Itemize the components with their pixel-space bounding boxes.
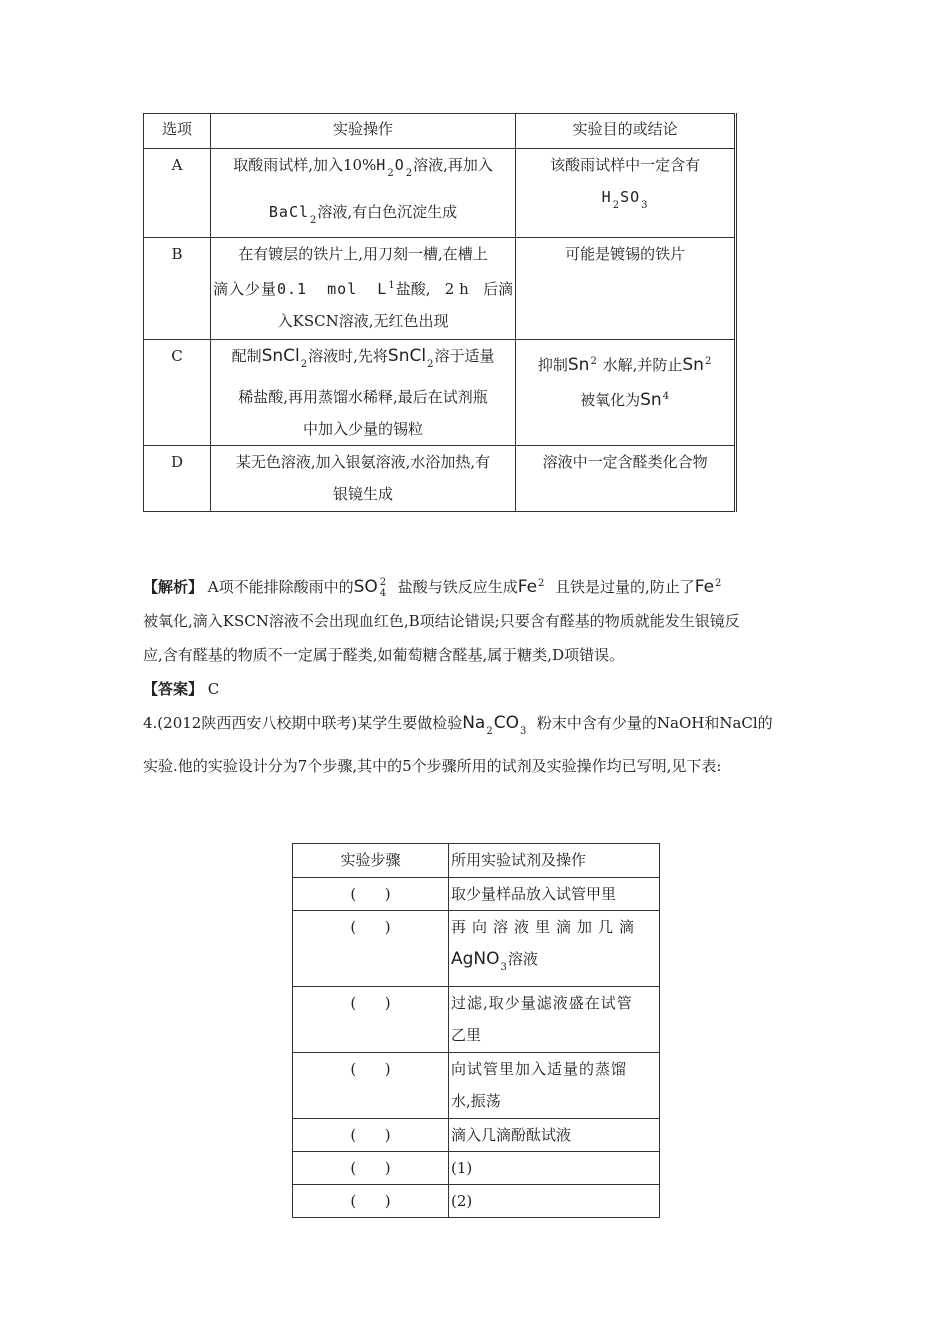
formula: CO [493,713,519,733]
operation-line: 再向溶液里滴加几滴 [451,918,641,936]
step-blank: ( ) [293,1053,449,1119]
subscript: 2 [486,726,493,737]
question-line: 实验.他的实验设计分为7个步骤,其中的5个步骤所用的试剂及实验操作均已写明,见下表: [143,757,722,775]
answer-label: 【答案】 [143,680,204,698]
superscript: 4 [662,391,670,402]
question-line [143,706,813,749]
step-blank: ( ) [293,878,449,911]
formula: AgNO [451,949,500,969]
operation-line: 银镜生成 [333,485,394,503]
operation-line: 入KSCN溶液,无红色出现 [277,312,449,330]
subscript: 2 [405,168,413,179]
text: 盐酸, 2 h 后滴 [395,280,514,298]
step-blank: ( ) [293,1119,449,1152]
table-row [144,238,736,340]
step-operation [449,911,660,987]
step-blank: ( ) [293,1185,449,1218]
text: 粉末中含有少量的NaOH和NaCl的 [527,714,773,732]
subscript: 4 [379,588,387,599]
formula: Sn [682,355,704,375]
superscript: 2 [704,356,712,367]
conclusion-cell [516,340,736,446]
analysis-label: 【解析】 [143,578,204,596]
superscript: 2 [590,356,597,367]
table-row [144,340,736,446]
text: A项不能排除酸雨中的 [203,578,354,596]
step-operation: (1) [449,1152,660,1185]
operation-cell [211,149,516,238]
step-operation: 取少量样品放入试管甲里 [449,878,660,911]
header-reagent: 所用实验试剂及操作 [449,844,660,878]
operation-line: 某无色溶液,加入银氨溶液,水浴加热,有 [235,453,491,471]
header-conclusion: 实验目的或结论 [516,114,736,149]
experiment-options-table [143,113,737,512]
option-label: D [144,446,211,512]
option-label: A [144,149,211,238]
subscript: 2 [310,215,317,226]
text: 水解,并防止 [597,356,683,374]
text: 溶于适量 [434,347,495,365]
text: 抑制 [537,356,568,374]
operation-cell [211,340,516,446]
table-row [293,911,660,987]
conclusion-line: 该酸雨试样中一定含有 [550,156,701,174]
table-header-row [144,114,736,149]
text: 溶液 [507,950,538,968]
subscript: 2 [387,168,394,179]
formula: Na [462,713,486,733]
text: 4.(2012陕西西安八校期中联考)某学生要做检验 [143,714,463,732]
table-header-row [293,844,660,878]
answer-line [143,672,813,706]
operation-line: 乙里 [451,1026,482,1044]
operation-line: 中加入少量的锡粒 [303,420,424,438]
table-row [293,1185,660,1218]
operation-line [451,943,659,984]
table-row [293,987,660,1053]
step-blank: ( ) [293,911,449,987]
formula: BaCl [268,203,310,221]
experiment-steps-table [292,843,660,1218]
operation-line [213,196,513,237]
step-blank: ( ) [293,1152,449,1185]
operation-line [213,149,513,190]
subscript: 3 [641,200,648,211]
subscript: 3 [500,962,507,973]
text: 被氧化为 [580,391,641,409]
formula: H [601,188,612,206]
formula: Sn [567,355,590,375]
subscript: 2 [300,359,308,370]
superscript: 2 [379,577,387,588]
step-operation [449,1053,660,1119]
text: 溶液,再加入 [413,156,493,174]
operation-line: 向试管里加入适量的蒸馏 [451,1060,628,1078]
table-row [144,149,736,238]
operation-line: 在有镀层的铁片上,用刀刻一槽,在槽上 [238,245,488,263]
text: 取酸雨试样,加入10% [233,156,377,174]
text: 盐酸与铁反应生成 [388,578,518,596]
formula: SnCl [387,346,427,366]
operation-line [213,340,513,381]
header-step: 实验步骤 [293,844,449,878]
formula: O [394,156,405,174]
operation-line [213,270,513,305]
formula: SO [620,188,641,206]
superscript: 2 [538,578,545,589]
operation-line: 水,振荡 [451,1092,501,1110]
text: 滴入少量0.1 mol L [213,280,388,298]
table-row [293,1152,660,1185]
operation-cell [211,446,516,512]
analysis-line [143,567,813,604]
operation-cell [211,238,516,340]
superscript: 2 [715,578,722,589]
step-blank: ( ) [293,987,449,1053]
table-row [144,446,736,512]
text: 且铁是过量的,防止了 [545,578,695,596]
text: 溶液时,先将 [308,347,388,365]
step-operation: (2) [449,1185,660,1218]
step-operation [449,987,660,1053]
formula: Sn [640,390,662,410]
analysis-line: 应,含有醛基的物质不一定属于醛类,如葡萄糖含醛基,属于糖类,D项错误。 [143,646,625,664]
answer-value: C [203,680,220,698]
formula: H [376,156,387,174]
formula: SO [353,577,378,597]
superscript: 1 [388,280,395,291]
conclusion-cell: 可能是镀锡的铁片 [516,238,736,340]
conclusion-line [516,346,734,381]
conclusion-cell: 溶液中一定含醛类化合物 [516,446,736,512]
option-label: C [144,340,211,446]
option-label: B [144,238,211,340]
table-row [293,1119,660,1152]
subscript: 2 [612,200,620,211]
subscript: 3 [519,726,527,737]
header-operation: 实验操作 [211,114,516,149]
analysis-line: 被氧化,滴入KSCN溶液不会出现血红色,B项结论错误;只要含有醛基的物质就能发生银镜反 [143,612,740,630]
conclusion-line [516,181,734,222]
formula: Fe [694,577,715,597]
conclusion-cell [516,149,736,238]
operation-line: 稀盐酸,再用蒸馏水稀释,最后在试剂瓶 [238,388,488,406]
step-operation: 滴入几滴酚酞试液 [449,1119,660,1152]
conclusion-line [516,381,734,416]
text: 溶液,有白色沉淀生成 [317,203,458,221]
table-row [293,1053,660,1119]
subscript: 2 [427,359,434,370]
formula: Fe [517,577,538,597]
analysis-paragraph [143,567,813,783]
formula: SnCl [261,346,300,366]
header-option: 选项 [144,114,211,149]
text: 配制 [231,347,262,365]
operation-line: 过滤,取少量滤液盛在试管 [451,994,633,1012]
table-row [293,878,660,911]
